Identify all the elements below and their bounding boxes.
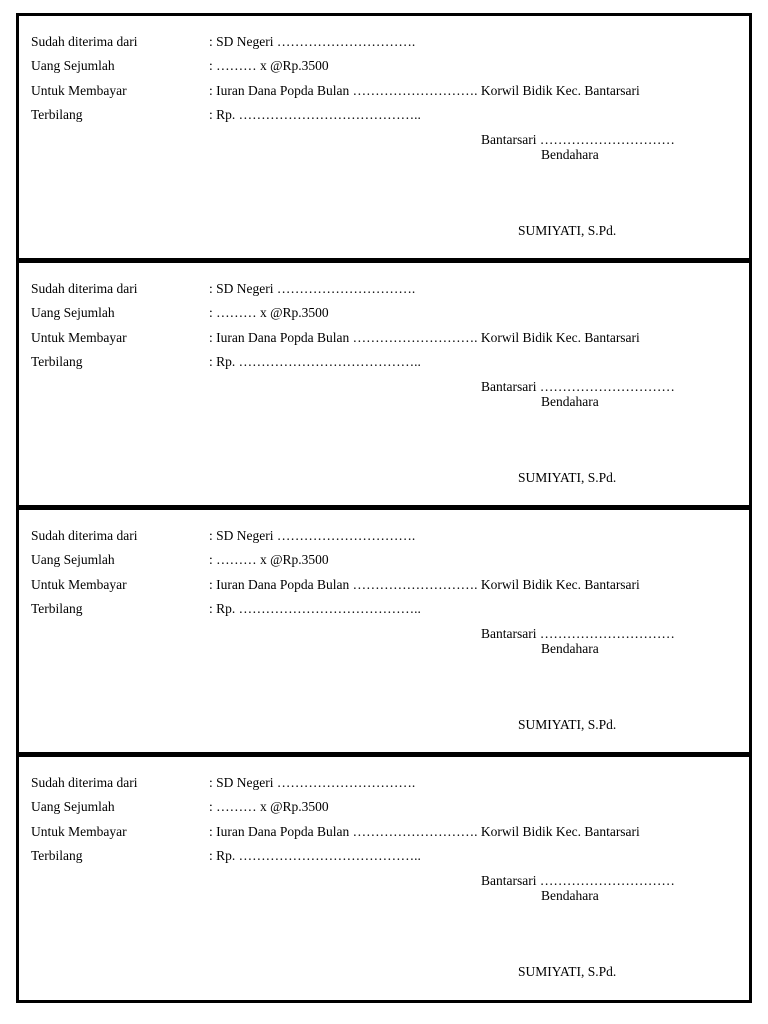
in-words-value: : Rp. ………………………………….. xyxy=(209,354,421,369)
amount-label: Uang Sejumlah xyxy=(31,552,115,567)
purpose-row xyxy=(31,824,640,840)
amount-row xyxy=(31,58,329,74)
in-words-label: Terbilang xyxy=(31,601,83,616)
amount-value: : ……… x @Rp.3500 xyxy=(209,58,329,73)
signer-name: SUMIYATI, S.Pd. xyxy=(518,470,617,485)
in-words-row xyxy=(31,107,421,123)
amount-row xyxy=(31,552,329,568)
received-from-value: : SD Negeri …………………………. xyxy=(209,528,416,543)
received-from-row xyxy=(31,34,415,50)
purpose-row xyxy=(31,330,640,346)
amount-row xyxy=(31,799,329,815)
receipt-2 xyxy=(16,260,752,508)
in-words-value: : Rp. ………………………………….. xyxy=(209,848,421,863)
signer-name: SUMIYATI, S.Pd. xyxy=(518,223,617,238)
in-words-row xyxy=(31,354,421,370)
amount-value: : ……… x @Rp.3500 xyxy=(209,799,329,814)
amount-label: Uang Sejumlah xyxy=(31,58,115,73)
purpose-value: : Iuran Dana Popda Bulan ………………………. Korwil Bidik Kec. Bantarsari xyxy=(209,83,640,98)
received-from-value: : SD Negeri …………………………. xyxy=(209,775,416,790)
purpose-value: : Iuran Dana Popda Bulan ………………………. Korwil Bidik Kec. Bantarsari xyxy=(209,824,640,839)
receipt-1 xyxy=(16,13,752,261)
signer-title: Bendahara xyxy=(541,394,599,409)
in-words-value: : Rp. ………………………………….. xyxy=(209,107,421,122)
purpose-value: : Iuran Dana Popda Bulan ………………………. Korwil Bidik Kec. Bantarsari xyxy=(209,577,640,592)
in-words-row xyxy=(31,848,421,864)
signer-title: Bendahara xyxy=(541,641,599,656)
amount-label: Uang Sejumlah xyxy=(31,799,115,814)
received-from-value: : SD Negeri …………………………. xyxy=(209,34,416,49)
received-from-label: Sudah diterima dari xyxy=(31,775,138,790)
purpose-label: Untuk Membayar xyxy=(31,83,127,98)
in-words-label: Terbilang xyxy=(31,848,83,863)
purpose-label: Untuk Membayar xyxy=(31,330,127,345)
place-date: Bantarsari ………………………… xyxy=(481,626,675,641)
amount-label: Uang Sejumlah xyxy=(31,305,115,320)
amount-value: : ……… x @Rp.3500 xyxy=(209,305,329,320)
place-date: Bantarsari ………………………… xyxy=(481,379,675,394)
received-from-row xyxy=(31,528,415,544)
in-words-label: Terbilang xyxy=(31,354,83,369)
signer-title: Bendahara xyxy=(541,888,599,903)
amount-value: : ……… x @Rp.3500 xyxy=(209,552,329,567)
in-words-row xyxy=(31,601,421,617)
in-words-value: : Rp. ………………………………….. xyxy=(209,601,421,616)
signer-name: SUMIYATI, S.Pd. xyxy=(518,717,617,732)
receipt-3 xyxy=(16,507,752,755)
signer-name: SUMIYATI, S.Pd. xyxy=(518,964,617,979)
purpose-row xyxy=(31,577,640,593)
in-words-label: Terbilang xyxy=(31,107,83,122)
received-from-row xyxy=(31,281,415,297)
purpose-label: Untuk Membayar xyxy=(31,824,127,839)
place-date: Bantarsari ………………………… xyxy=(481,132,675,147)
purpose-value: : Iuran Dana Popda Bulan ………………………. Korwil Bidik Kec. Bantarsari xyxy=(209,330,640,345)
received-from-label: Sudah diterima dari xyxy=(31,34,138,49)
signer-title: Bendahara xyxy=(541,147,599,162)
receipt-4 xyxy=(16,754,752,1003)
amount-row xyxy=(31,305,329,321)
place-date: Bantarsari ………………………… xyxy=(481,873,675,888)
received-from-row xyxy=(31,775,415,791)
received-from-label: Sudah diterima dari xyxy=(31,528,138,543)
received-from-value: : SD Negeri …………………………. xyxy=(209,281,416,296)
purpose-label: Untuk Membayar xyxy=(31,577,127,592)
received-from-label: Sudah diterima dari xyxy=(31,281,138,296)
purpose-row xyxy=(31,83,640,99)
